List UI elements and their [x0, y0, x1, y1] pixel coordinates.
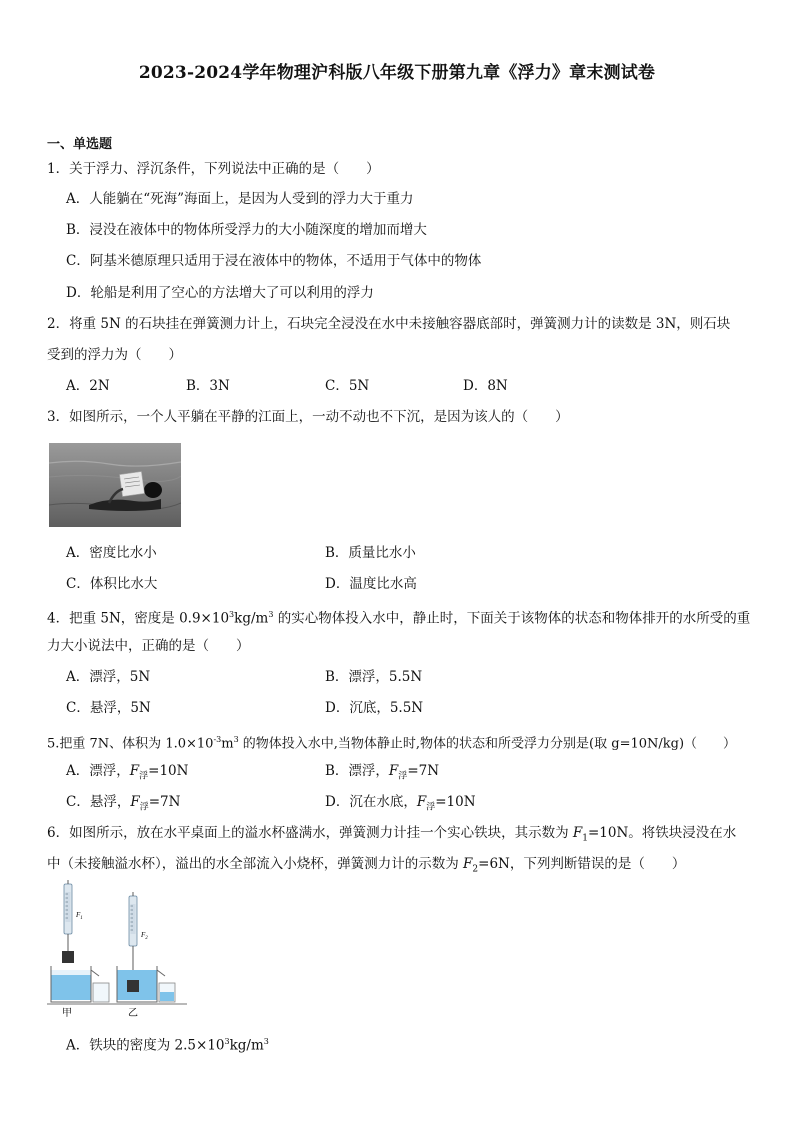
q5-b-post: =7N: [407, 763, 440, 779]
q6-f2: [463, 856, 479, 875]
question-4-stem-line1: [47, 605, 750, 629]
question-2-stem-line2: 受到的浮力为（ ）: [47, 347, 182, 363]
q5-b-f: F: [388, 763, 399, 779]
q5-d-pre: D．沉在水底，: [325, 794, 417, 810]
question-2-stem-line1: 2．将重 5N 的石块挂在弹簧测力计上，石块完全浸没在水中未接触容器底部时，弹簧测力计的读数是 3N，则石块: [47, 316, 731, 332]
spring-scale-overflow-diagram: [47, 880, 197, 1018]
q5-text-c: 的物体投入水中,当物体静止时,物体的状态和所受浮力分别是(取 g=10N/kg)（ ）: [238, 736, 737, 752]
question-4-option-a: A．漂浮，5N: [66, 669, 151, 685]
q5-text-a: 5.把重 7N、体积为 1.0×10: [47, 736, 214, 752]
question-5-option-c: [66, 792, 180, 818]
question-3-stem: 3．如图所示，一个人平躺在平静的江面上，一动不动也不下沉，是因为该人的（ ）: [47, 409, 569, 425]
q4-sup-1: 3: [229, 610, 235, 619]
question-3-option-c: C．体积比水大: [66, 576, 158, 592]
q6-a-unit: kg/m: [229, 1037, 264, 1054]
q5-b-pre: B．漂浮，: [325, 763, 389, 779]
question-3-option-a: A．密度比水小: [66, 545, 157, 561]
q6-f1-sub: 1: [582, 833, 588, 844]
label-yi: 乙: [128, 1008, 138, 1018]
q5-c-fsub: 浮: [139, 802, 149, 813]
question-4-option-c: C．悬浮，5N: [66, 700, 151, 716]
q5-sup-1: -3: [213, 735, 222, 744]
question-6-option-a: [66, 1032, 269, 1056]
question-5-option-b: [325, 761, 439, 787]
q6-a-sup-2: 3: [263, 1037, 269, 1046]
q5-sup-2: 3: [233, 735, 239, 744]
question-2-option-b: B．3N: [186, 378, 230, 394]
question-1-option-b: B．浸没在液体中的物体所受浮力的大小随深度的增加而增大: [66, 222, 427, 238]
question-1-option-a: A．人能躺在“死海”海面上，是因为人受到的浮力大于重力: [66, 191, 414, 207]
q6-f2-symbol: F: [463, 856, 473, 872]
q5-b-fsub: 浮: [398, 771, 408, 782]
q6-f1: [572, 825, 588, 844]
question-3-option-d: D．温度比水高: [325, 576, 417, 592]
q5-c-pre: C．悬浮，: [66, 794, 131, 810]
q5-a-pre: A．漂浮，: [66, 763, 130, 779]
question-5-option-d: [325, 792, 476, 818]
q6-f2-sub: 2: [472, 864, 479, 875]
q6-text-a: 6．如图所示，放在水平桌面上的溢水杯盛满水，弹簧测力计挂一个实心铁块，其示数为: [47, 825, 573, 841]
q5-a-f: F: [129, 763, 140, 779]
q6-text-c: 中（未接触溢水杯），溢出的水全部流入小烧杯，弹簧测力计的示数为: [47, 856, 464, 872]
q5-a-post: =10N: [148, 763, 189, 779]
q5-c-post: =7N: [148, 794, 181, 810]
q4-text-a: 4．把重 5N，密度是 0.9×10: [47, 610, 230, 627]
q5-b-force: [388, 763, 408, 782]
question-2-option-d: D．8N: [463, 378, 508, 394]
label-f1: $F_1$: [76, 911, 83, 921]
q6-text-d: =6N，下列判断错误的是（ ）: [478, 856, 686, 872]
question-4-option-b: B．漂浮，5.5N: [325, 669, 423, 685]
label-f2: $F_2$: [141, 931, 148, 941]
q4-text-c: 的实心物体投入水中，静止时，下面关于该物体的状态和物体排开的水所受的重: [273, 610, 751, 627]
question-5-stem: [47, 730, 736, 754]
page-title: 2023-2024学年物理沪科版八年级下册第九章《浮力》章末测试卷: [138, 63, 656, 83]
q6-text-b: =10N。将铁块浸没在水: [588, 825, 737, 841]
q5-a-force: [129, 763, 149, 782]
q5-d-post: =10N: [435, 794, 476, 810]
question-2-option-c: C．5N: [325, 378, 370, 394]
q5-c-f: F: [130, 794, 140, 810]
overflow-cup-2: [117, 966, 175, 1002]
q5-d-fsub: 浮: [426, 802, 436, 813]
q6-f1-symbol: F: [572, 825, 583, 841]
q6-a-text: A．铁块的密度为 2.5×10: [66, 1037, 225, 1054]
q5-c-force: [130, 794, 149, 813]
question-5-option-a: [66, 761, 188, 787]
overflow-cup-1: [51, 966, 109, 1002]
q4-text-b: kg/m: [234, 610, 269, 627]
question-1-option-d: D．轮船是利用了空心的方法增大了可以利用的浮力: [66, 285, 374, 301]
question-1-stem: 1．关于浮力、浮沉条件，下列说法中正确的是（ ）: [47, 161, 380, 177]
label-jia: 甲: [62, 1008, 72, 1018]
spring-scale-1: [62, 880, 74, 963]
q5-text-b: m: [221, 736, 234, 752]
q5-d-force: [416, 794, 436, 813]
question-4-stem-line2: 力大小说法中，正确的是（ ）: [47, 638, 250, 654]
question-4-option-d: D．沉底，5.5N: [325, 700, 424, 716]
q4-sup-2: 3: [268, 610, 274, 619]
question-2-option-a: A．2N: [66, 378, 110, 394]
question-6-stem-line1: [47, 823, 736, 849]
floating-person-photo: [49, 443, 181, 527]
question-3-option-b: B．质量比水小: [325, 545, 416, 561]
question-6-stem-line2: [47, 854, 685, 880]
q5-d-f: F: [416, 794, 427, 810]
question-1-option-c: C．阿基米德原理只适用于浸在液体中的物体，不适用于气体中的物体: [66, 253, 482, 269]
spring-scale-2: [129, 892, 137, 980]
q6-a-sup-1: 3: [224, 1037, 230, 1046]
q5-a-fsub: 浮: [139, 771, 149, 782]
section-heading: 一、单选题: [47, 137, 113, 152]
